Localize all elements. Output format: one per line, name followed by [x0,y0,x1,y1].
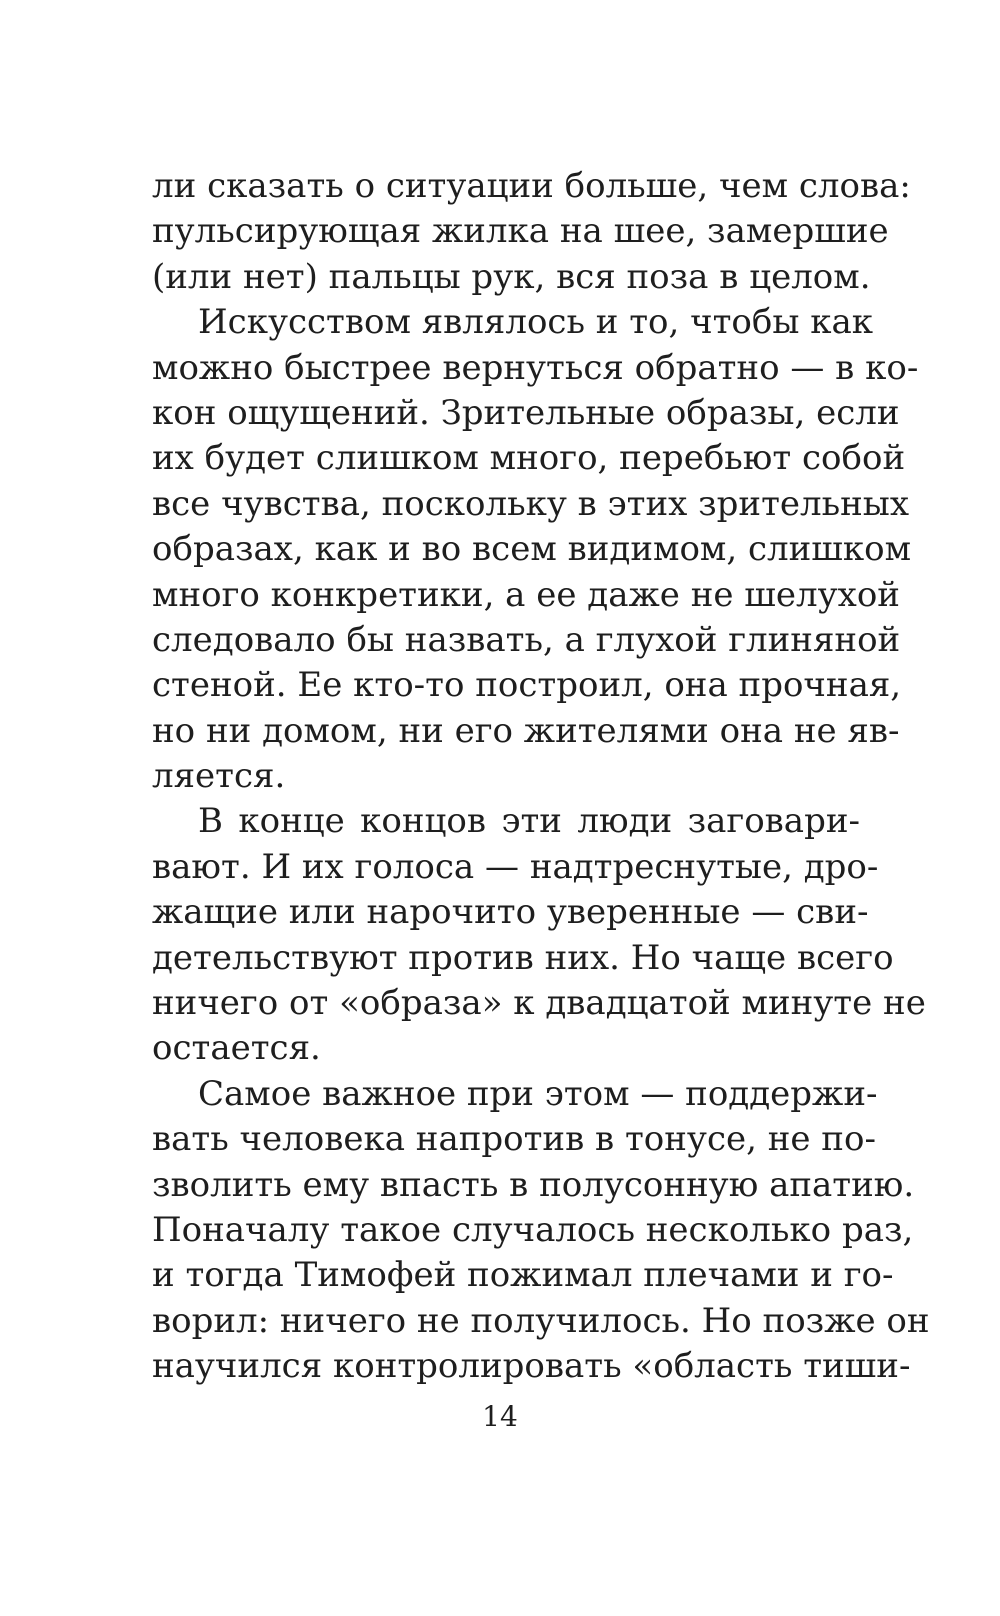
text-line: Искусством являлось и то, чтобы как [198,302,874,343]
text-line: детельствуют против них. Но чаще всего [152,937,894,978]
text-line: В конце концов эти люди заговари- [198,801,860,842]
text-line: (или нет) пальцы рук, вся поза в целом. [152,256,871,297]
text-line: Самое важное при этом — поддержи- [198,1073,878,1114]
text-line: зволить ему впасть в полусонную апатию. [152,1164,915,1205]
text-line: вают. И их голоса — надтреснутые, дро- [152,846,879,887]
text-line: пульсирующая жилка на шее, замершие [152,211,889,252]
text-line: но ни домом, ни его жителями она не яв- [152,710,900,751]
text-line: ничего от «образа» к двадцатой минуте не [152,983,926,1024]
text-line: Поначалу такое случалось несколько раз, [152,1209,914,1250]
text-line: следовало бы назвать, а глухой глиняной [152,619,901,660]
text-line: ли сказать о ситуации больше, чем слова: [152,166,911,206]
text-line: жащие или нарочито уверенные — сви- [152,892,869,933]
text-line: вать человека напротив в тонусе, не по- [152,1119,876,1160]
text-line: все чувства, поскольку в этих зрительных [152,483,910,524]
text-line: и тогда Тимофей пожимал плечами и го- [152,1255,894,1296]
text-line: кон ощущений. Зрительные образы, если [152,392,900,433]
text-line: ляется. [152,756,286,797]
text-line: можно быстрее вернуться обратно — в ко- [152,347,919,388]
text-line: научился контролировать «область тиши- [152,1346,911,1387]
text-line: остается. [152,1028,321,1069]
text-line: образах, как и во всем видимом, слишком [152,529,912,570]
text-line: ворил: ничего не получилось. Но позже он [152,1300,930,1341]
body-text [152,164,930,1390]
text-line: их будет слишком много, перебьют собой [152,438,906,479]
text-line: стеной. Ее кто-то построил, она прочная, [152,665,902,706]
text-line: много конкретики, а ее даже не шелухой [152,574,900,615]
page-number: 14 [482,1400,518,1433]
